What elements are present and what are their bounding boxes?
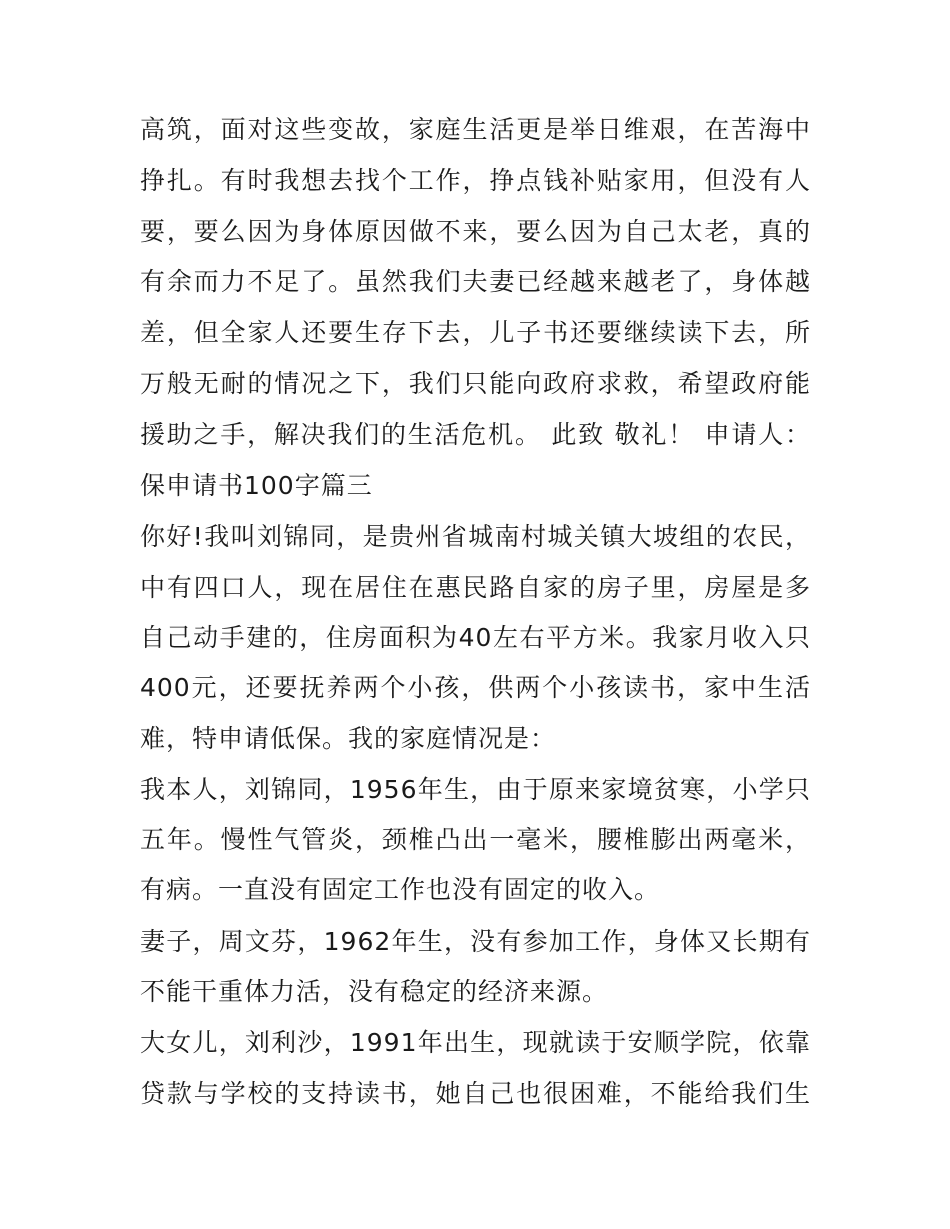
text-line: 五年。慢性气管炎，颈椎凸出一毫米，腰椎膨出两毫米， [140,825,811,854]
text-line: 有病。一直没有固定工作也没有固定的收入。 [140,875,661,904]
text-line: 援助之手，解决我们的生活危机。 此致 敬礼！ 申请人： [140,420,811,449]
text-line: 差，但全家人还要生存下去，儿子书还要继续读下去，所 [140,318,811,347]
text-line: 不能干重体力活，没有稳定的经济来源。 [140,977,609,1006]
text-line: 贷款与学校的支持读书，她自己也很困难，不能给我们生 [140,1079,811,1108]
text-line: 保申请书100字篇三 [140,471,373,500]
text-line: 自己动手建的，住房面积为40左右平方米。我家月收入只 [140,623,811,652]
text-line: 中有四口人，现在居住在惠民路自家的房子里，房屋是多 [140,573,811,602]
text-line: 有余而力不足了。虽然我们夫妻已经越来越老了，身体越 [140,267,811,296]
text-line: 400元，还要抚养两个小孩，供两个小孩读书，家中生活 [140,673,811,702]
text-line: 你好!我叫刘锦同，是贵州省城南村城关镇大坡组的农民， [140,522,811,551]
text-line: 难，特申请低保。我的家庭情况是： [140,724,557,753]
text-line: 要，要么因为身体原因做不来，要么因为自己太老，真的 [140,217,811,246]
text-line: 妻子，周文芬，1962年生，没有参加工作，身体又长期有 [140,927,811,956]
text-line: 高筑，面对这些变故，家庭生活更是举日维艰，在苦海中 [140,115,811,144]
text-line: 挣扎。有时我想去找个工作，挣点钱补贴家用，但没有人 [140,166,811,195]
text-line: 万般无耐的情况之下，我们只能向政府求救，希望政府能 [140,369,811,398]
text-line: 大女儿，刘利沙，1991年出生，现就读于安顺学院，依靠 [140,1028,811,1057]
text-line: 我本人，刘锦同，1956年生，由于原来家境贫寒，小学只 [140,775,811,804]
